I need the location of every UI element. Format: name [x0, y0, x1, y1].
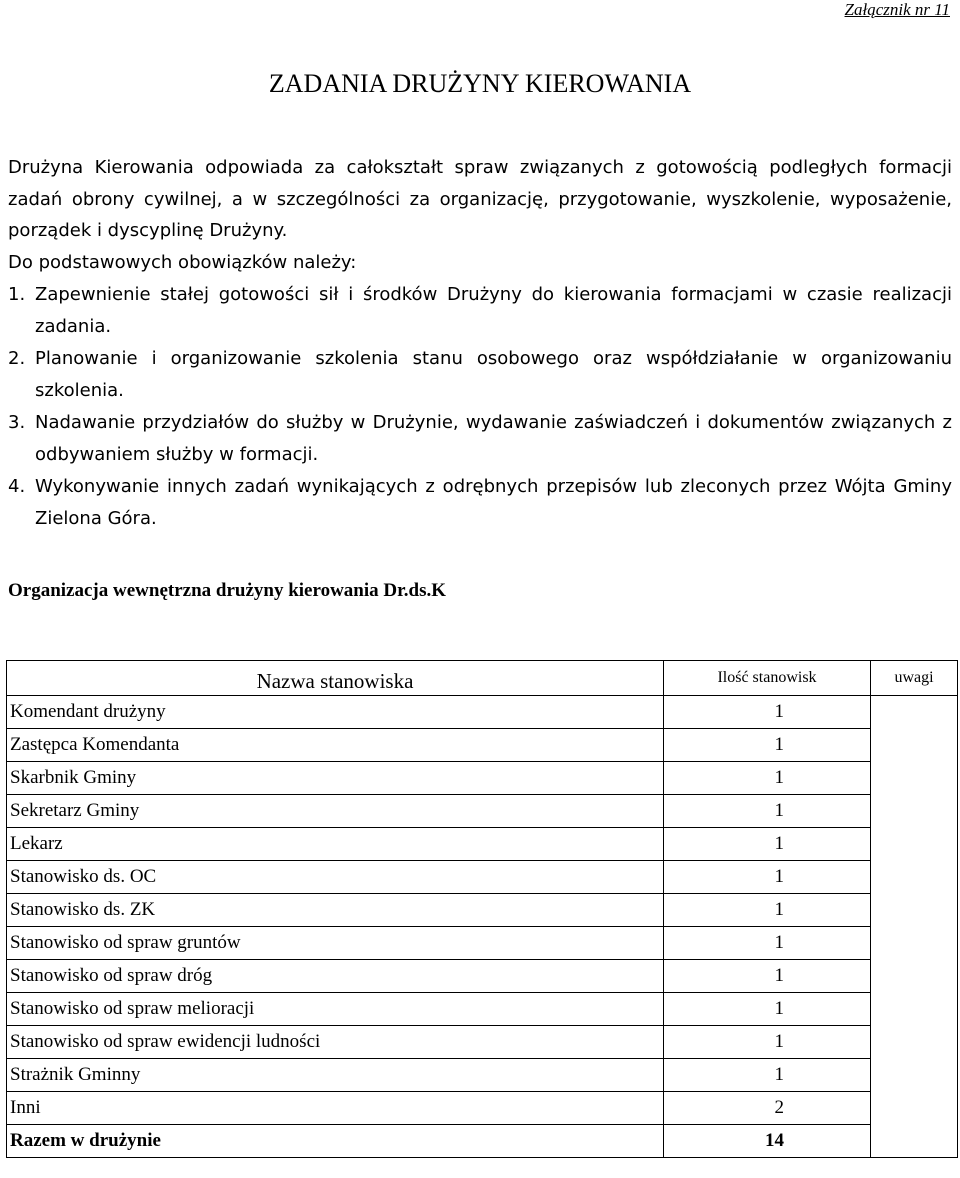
- duty-item: [8, 343, 952, 406]
- header-name: Nazwa stanowiska: [7, 661, 664, 696]
- duty-item: [8, 279, 952, 342]
- notes-cell: [871, 696, 958, 1158]
- table-row: [7, 960, 958, 993]
- duty-number: 3.: [8, 412, 26, 433]
- total-count: 14: [664, 1125, 871, 1158]
- duty-number: 2.: [8, 348, 26, 369]
- position-count: 1: [664, 762, 871, 795]
- position-name: Lekarz: [7, 828, 664, 861]
- position-name: Inni: [7, 1092, 664, 1125]
- position-name: Stanowisko od spraw dróg: [7, 960, 664, 993]
- header-count: Ilość stanowisk: [664, 661, 871, 696]
- annex-label: Załącznik nr 11: [844, 0, 950, 19]
- table-row: [7, 696, 958, 729]
- total-label: Razem w drużynie: [7, 1125, 664, 1158]
- table-header-row: [7, 661, 958, 696]
- table-total-row: [7, 1125, 958, 1158]
- table-row: [7, 1092, 958, 1125]
- position-count: 1: [664, 696, 871, 729]
- position-name: Skarbnik Gminy: [7, 762, 664, 795]
- position-name: Stanowisko ds. OC: [7, 861, 664, 894]
- position-name: Sekretarz Gminy: [7, 795, 664, 828]
- position-name: Zastępca Komendanta: [7, 729, 664, 762]
- position-count: 1: [664, 960, 871, 993]
- table-row: [7, 861, 958, 894]
- position-name: Strażnik Gminny: [7, 1059, 664, 1092]
- position-count: 1: [664, 729, 871, 762]
- table-row: [7, 1059, 958, 1092]
- table-row: [7, 729, 958, 762]
- position-name: Stanowisko od spraw melioracji: [7, 993, 664, 1026]
- position-count: 1: [664, 894, 871, 927]
- duty-item: [8, 407, 952, 470]
- duty-text: Zapewnienie stałej gotowości sił i środków Drużyny do kierowania formacjami w czasie realizacji zadania.: [35, 284, 952, 337]
- position-count: 1: [664, 993, 871, 1026]
- position-name: Stanowisko od spraw gruntów: [7, 927, 664, 960]
- duty-item: [8, 471, 952, 534]
- position-count: 1: [664, 795, 871, 828]
- intro-paragraph: Drużyna Kierowania odpowiada za całokształt spraw związanych z gotowością podległych formacji zadań obrony cywilnej, a w szczególności za organizację, przygotowanie, wyszkolenie, wyposażenie, porządek i dyscyplinę Drużyny.: [8, 157, 952, 241]
- position-name: Komendant drużyny: [7, 696, 664, 729]
- position-count: 1: [664, 828, 871, 861]
- table-row: [7, 795, 958, 828]
- duties-lead-in: Do podstawowych obowiązków należy:: [8, 251, 357, 273]
- position-name: Stanowisko od spraw ewidencji ludności: [7, 1026, 664, 1059]
- staff-table-body: [7, 661, 958, 1158]
- org-heading: Organizacja wewnętrzna drużyny kierowania Dr.ds.K: [8, 580, 447, 601]
- table-row: [7, 828, 958, 861]
- table-row: [7, 894, 958, 927]
- duty-text: Planowanie i organizowanie szkolenia stanu osobowego oraz współdziałanie w organizowaniu szkolenia.: [35, 348, 952, 401]
- position-name: Stanowisko ds. ZK: [7, 894, 664, 927]
- position-count: 1: [664, 927, 871, 960]
- position-count: 1: [664, 861, 871, 894]
- duty-text: Nadawanie przydziałów do służby w Drużynie, wydawanie zaświadczeń i dokumentów związanych z odbywaniem służby w formacji.: [35, 412, 952, 465]
- duty-number: 4.: [8, 476, 26, 497]
- table-row: [7, 762, 958, 795]
- duty-text: Wykonywanie innych zadań wynikających z odrębnych przepisów lub zleconych przez Wójta Gminy Zielona Góra.: [35, 476, 952, 529]
- staff-table: [6, 660, 958, 1158]
- position-count: 2: [664, 1092, 871, 1125]
- header-notes: uwagi: [871, 661, 958, 696]
- table-row: [7, 927, 958, 960]
- intro-section: [8, 152, 952, 278]
- table-row: [7, 1026, 958, 1059]
- duties-list: [8, 279, 952, 535]
- duty-number: 1.: [8, 284, 26, 305]
- document-title: ZADANIA DRUŻYNY KIEROWANIA: [268, 69, 692, 98]
- position-count: 1: [664, 1026, 871, 1059]
- position-count: 1: [664, 1059, 871, 1092]
- table-row: [7, 993, 958, 1026]
